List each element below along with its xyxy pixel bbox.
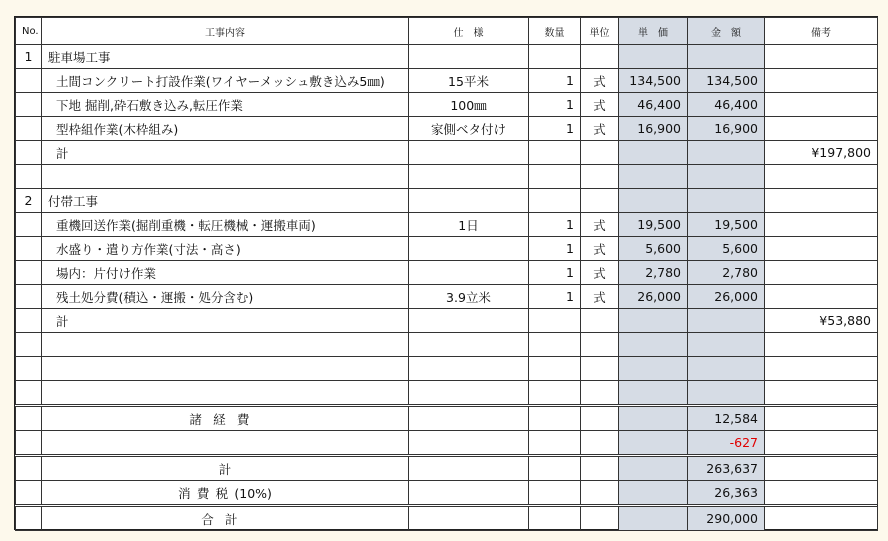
item-amount: 26,000 [688, 285, 765, 309]
tax-amount: 26,363 [688, 481, 765, 506]
total-row [16, 456, 878, 481]
header-no: No. [16, 18, 42, 45]
expenses-row [16, 406, 878, 431]
item-qty: 1 [529, 261, 581, 285]
item-content: 残土処分費(積込・運搬・処分含む) [42, 285, 409, 309]
item-content: 下地 掘削,砕石敷き込み,転圧作業 [42, 93, 409, 117]
subtotal-row [16, 141, 878, 165]
line-item-row [16, 237, 878, 261]
item-unit-price: 26,000 [619, 285, 688, 309]
item-qty: 1 [529, 117, 581, 141]
item-qty: 1 [529, 93, 581, 117]
line-item-row [16, 117, 878, 141]
expenses-label: 諸経費 [189, 411, 261, 427]
item-unit-price: 2,780 [619, 261, 688, 285]
empty-row [16, 381, 878, 406]
item-unit: 式 [581, 69, 619, 93]
line-item-row [16, 285, 878, 309]
grand-total-row [16, 506, 878, 531]
discount-row [16, 431, 878, 456]
header-qty: 数量 [529, 18, 581, 45]
line-item-row [16, 69, 878, 93]
item-unit-price: 16,900 [619, 117, 688, 141]
item-amount: 5,600 [688, 237, 765, 261]
item-unit: 式 [581, 285, 619, 309]
item-content: 土間コンクリート打設作業(ワイヤーメッシュ敷き込み5㎜) [42, 69, 409, 93]
item-unit-price: 46,400 [619, 93, 688, 117]
item-content: 重機回送作業(掘削重機・転圧機械・運搬車両) [42, 213, 409, 237]
item-content: 型枠組作業(木枠組み) [42, 117, 409, 141]
subtotal-remark: ¥197,800 [765, 141, 878, 165]
header-row [16, 18, 878, 45]
estimate-sheet [14, 16, 878, 530]
header-content: 工事内容 [42, 18, 409, 45]
section-no: 1 [16, 45, 42, 69]
item-unit-price: 5,600 [619, 237, 688, 261]
item-amount: 16,900 [688, 117, 765, 141]
subtotal-remark: ¥53,880 [765, 309, 878, 333]
header-unit-price: 単 価 [619, 18, 688, 45]
item-unit: 式 [581, 117, 619, 141]
item-spec: 1日 [409, 213, 529, 237]
item-qty: 1 [529, 69, 581, 93]
section-no: 2 [16, 189, 42, 213]
item-spec [409, 261, 529, 285]
item-amount: 2,780 [688, 261, 765, 285]
item-qty: 1 [529, 237, 581, 261]
tax-rate: (10%) [234, 485, 272, 501]
item-amount: 19,500 [688, 213, 765, 237]
subtotal-label: 計 [42, 309, 409, 333]
empty-row [16, 165, 878, 189]
empty-row [16, 333, 878, 357]
item-spec: 3.9立米 [409, 285, 529, 309]
discount-amount: -627 [688, 431, 765, 456]
item-spec: 15平米 [409, 69, 529, 93]
item-qty: 1 [529, 285, 581, 309]
grand-total-amount: 290,000 [688, 506, 765, 531]
item-content: 水盛り・遣り方作業(寸法・高さ) [42, 237, 409, 261]
section-title: 駐車場工事 [42, 45, 409, 69]
item-unit: 式 [581, 237, 619, 261]
total-label: 計 [42, 456, 409, 481]
item-unit: 式 [581, 213, 619, 237]
item-spec: 100㎜ [409, 93, 529, 117]
item-unit: 式 [581, 93, 619, 117]
tax-label: 消費税 [178, 485, 235, 501]
section-title-row [16, 45, 878, 69]
section-title-row [16, 189, 878, 213]
item-qty: 1 [529, 213, 581, 237]
item-amount: 46,400 [688, 93, 765, 117]
line-item-row [16, 213, 878, 237]
item-unit: 式 [581, 261, 619, 285]
item-unit-price: 19,500 [619, 213, 688, 237]
subtotal-row [16, 309, 878, 333]
item-content: 場内：片付け作業 [42, 261, 409, 285]
line-item-row [16, 261, 878, 285]
header-amount: 金 額 [688, 18, 765, 45]
subtotal-label: 計 [42, 141, 409, 165]
grand-total-label: 合計 [201, 511, 249, 527]
item-amount: 134,500 [688, 69, 765, 93]
header-spec: 仕 様 [409, 18, 529, 45]
header-remarks: 備考 [765, 18, 878, 45]
item-spec [409, 237, 529, 261]
estimate-table [15, 17, 878, 531]
total-amount: 263,637 [688, 456, 765, 481]
empty-row [16, 357, 878, 381]
item-spec: 家側ベタ付け [409, 117, 529, 141]
line-item-row [16, 93, 878, 117]
tax-row [16, 481, 878, 506]
header-unit: 単位 [581, 18, 619, 45]
section-title: 付帯工事 [42, 189, 409, 213]
item-unit-price: 134,500 [619, 69, 688, 93]
expenses-amount: 12,584 [688, 406, 765, 431]
